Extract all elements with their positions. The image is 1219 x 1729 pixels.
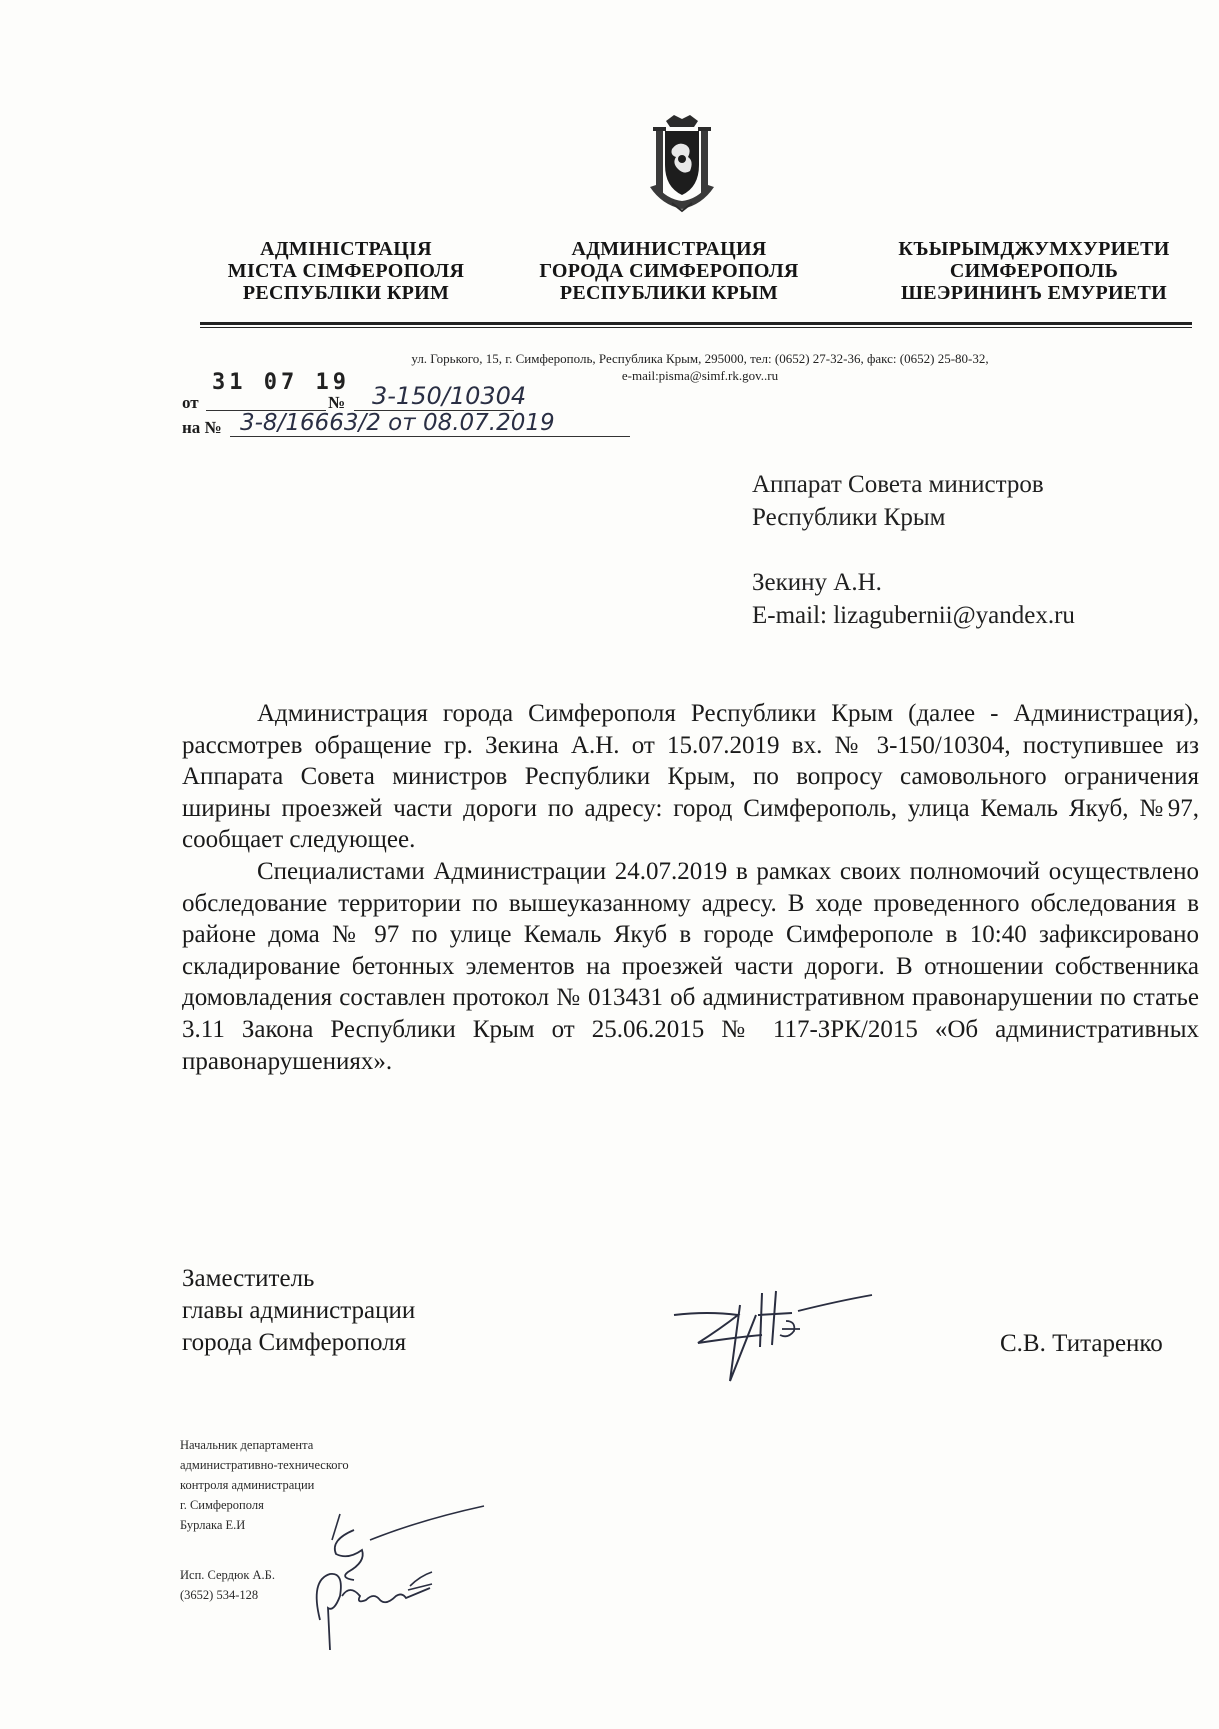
header-russian-line: АДМИНИСТРАЦИЯ [571, 238, 767, 260]
signatory-title-line: города Симферополя [182, 1329, 407, 1356]
recipient-person: Зекину А.Н. [752, 569, 882, 596]
header-russian [518, 238, 820, 304]
executor-phone: (3652) 534-128 [180, 1588, 259, 1602]
header-crimean-tatar-line: СИМФЕРОПОЛЬ [949, 260, 1119, 282]
number-handwritten: 3-150/10304 [372, 382, 527, 410]
signatory-title-line: главы администрации [182, 1297, 416, 1324]
approval-signature [270, 1500, 500, 1665]
executor-block [180, 1565, 275, 1605]
crimea-coat-of-arms-icon [642, 113, 722, 213]
approver-line: г. Симферополя [180, 1498, 264, 1512]
reply-underline [230, 436, 630, 437]
number-label: № [328, 393, 346, 412]
header-crimean-tatar-line: КЪЫРЫМДЖУМХУРИЕТИ [898, 238, 1170, 260]
header-crimean-tatar [874, 238, 1194, 304]
approver-name: Бурлака Е.И [180, 1518, 246, 1532]
letter-body [182, 698, 1199, 1077]
recipient-org-line1: Аппарат Совета министров [752, 471, 1044, 498]
header-ukrainian-line: АДМІНІСТРАЦІЯ [260, 238, 432, 260]
reply-handwritten: 3-8/16663/2 от 08.07.2019 [240, 410, 555, 436]
date-stamp: 31 07 19 [212, 370, 350, 395]
recipient-org-line2: Республики Крым [752, 504, 946, 531]
header-ukrainian-line: РЕСПУБЛІКИ КРИМ [242, 282, 450, 304]
header-russian-line: РЕСПУБЛИКИ КРЫМ [559, 282, 779, 304]
reply-label: на № [182, 418, 222, 437]
from-label: от [182, 393, 199, 412]
approver-line: контроля администрации [180, 1478, 315, 1492]
header-russian-line: ГОРОДА СИМФЕРОПОЛЯ [539, 260, 799, 282]
body-paragraph-1: Администрация города Симферополя Республики Крым (далее - Администрация), рассмотрев обращение гр. Зекина А.Н. от 15.07.2019 вх. № 3-150/10304, поступившее из Аппарата Совета министров Республики Крым, по вопросу самовольного ограничения ширины проезжей части дороги по адресу: город Симферополь, улица Кемаль Якуб, №97, сообщает следующее. [182, 700, 1199, 854]
header-ukrainian [207, 238, 485, 304]
header-divider-thin [200, 327, 1192, 328]
header-ukrainian-line: МІСТА СІМФЕРОПОЛЯ [227, 260, 465, 282]
header-crimean-tatar-line: ШЕЭРИНИНЪ ЕМУРИЕТИ [901, 282, 1167, 304]
recipient-email: E-mail: lizagubernii@yandex.ru [752, 602, 1075, 629]
signatory-title-line: Заместитель [182, 1265, 315, 1292]
body-paragraph-2: Специалистами Администрации 24.07.2019 в рамках своих полномочий осуществлено обследование территории по вышеуказанному адресу. В ходе проведенного обследования в районе дома № 97 по улице Кемаль Якуб в городе Симферополе в 10:40 зафиксировано складирование бетонных элементов на проезжей части дороги. В отношении собственника домовладения составлен протокол № 013431 об административном правонарушении по статье 3.11 Закона Республики Крым от 25.06.2015 № 117-ЗРК/2015 «Об административных правонарушениях». [182, 857, 1199, 1075]
email-line: e-mail:pisma@simf.rk.gov..ru [621, 368, 779, 383]
address-line: ул. Горького, 15, г. Симферополь, Республика Крым, 295000, тел: (0652) 27-32-36, факс: (0652) 25-80-32, [411, 351, 989, 366]
signatory-name: С.В. Титаренко [1000, 1330, 1163, 1357]
approver-line: Начальник департамента [180, 1438, 314, 1452]
executor-name: Исп. Сердюк А.Б. [180, 1568, 275, 1582]
handwritten-signature [668, 1285, 878, 1390]
header-divider [200, 322, 1192, 325]
signatory-title [182, 1263, 415, 1359]
approver-line: административно-технического [180, 1458, 349, 1472]
